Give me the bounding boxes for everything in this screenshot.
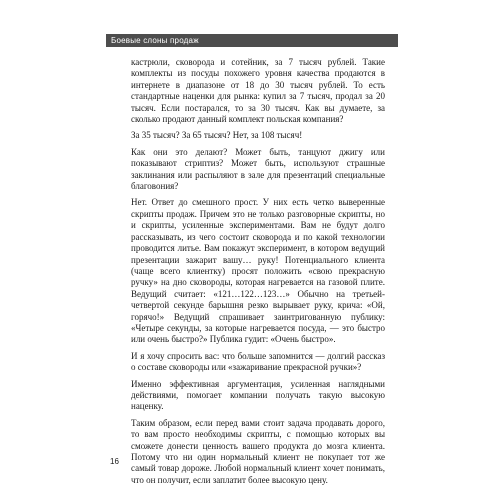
page-number: 16 (110, 457, 119, 466)
running-header (106, 34, 398, 47)
running-header-title: Боевые слоны продаж (111, 36, 199, 45)
paragraph: И я хочу спросить вас: что больше запомнится — долгий рассказ о составе сковороды или «зажаривание прекрасной ручки»? (131, 350, 385, 373)
paragraph: Нет. Ответ до смешного прост. У них есть четко выверенные скрипты продаж. Причем это не только разговорные скрипты, но и скрипты, усиленные экспериментами. Вам не будут долго рассказывать, из чего состоит сковорода и по какой технологии проводится литье. Вам покажут эксперимент, в котором ведущий презентации зажарит вашу… руку! Потенциального клиента (чаще всего клиентку) просят положить «свою прекрасную ручку» на дно сковороды, которая нагревается на газовой плите. Ведущий считает: «121…122…123…» Обычно на третьей-четвертой секунде барышня резко вырывает руку, крича: «Ой, горячо!» Ведущий спрашивает заинтригованную публику: «Четыре секунды, за которые нагревается посуда, — это быстро или очень быстро?» Публика гудит: «Очень быстро». (131, 197, 385, 345)
paragraph: За 35 тысяч? За 65 тысяч? Нет, за 108 тысяч! (131, 130, 303, 141)
paragraph: кастрюли, сковорода и сотейник, за 7 тысяч рублей. Такие комплекты из посуды похожего уровня качества продаются в интернете в диапазоне от 18 до 30 тысяч рублей. То есть стандартные наценки для рынка: купил за 7 тысяч, продал за 20 тысяч. Если постарался, то за 30 тысяч. Как вы думаете, за сколько продают данный комплект польская компания? (131, 57, 385, 125)
body-text (131, 57, 385, 491)
paragraph: Таким образом, если перед вами стоит задача продавать дорого, то вам просто необходимы скрипты, с помощью которых вы сможете донести ценность вашего продукта до мозга клиента. Потому что ни один нормальный клиент не покупает тот же самый товар дороже. Любой нормальный клиент хочет понимать, что он получит, если заплатит более высокую цену. (131, 417, 385, 485)
paragraph: Именно эффективная аргументация, усиленная наглядными действиями, помогает компании получать такую высокую наценку. (131, 378, 385, 412)
paragraph: Как они это делают? Может быть, танцуют джигу или показывают стриптиз? Может быть, используют страшные заклинания или распыляют в зале для презентаций специальные благовония? (131, 146, 385, 192)
